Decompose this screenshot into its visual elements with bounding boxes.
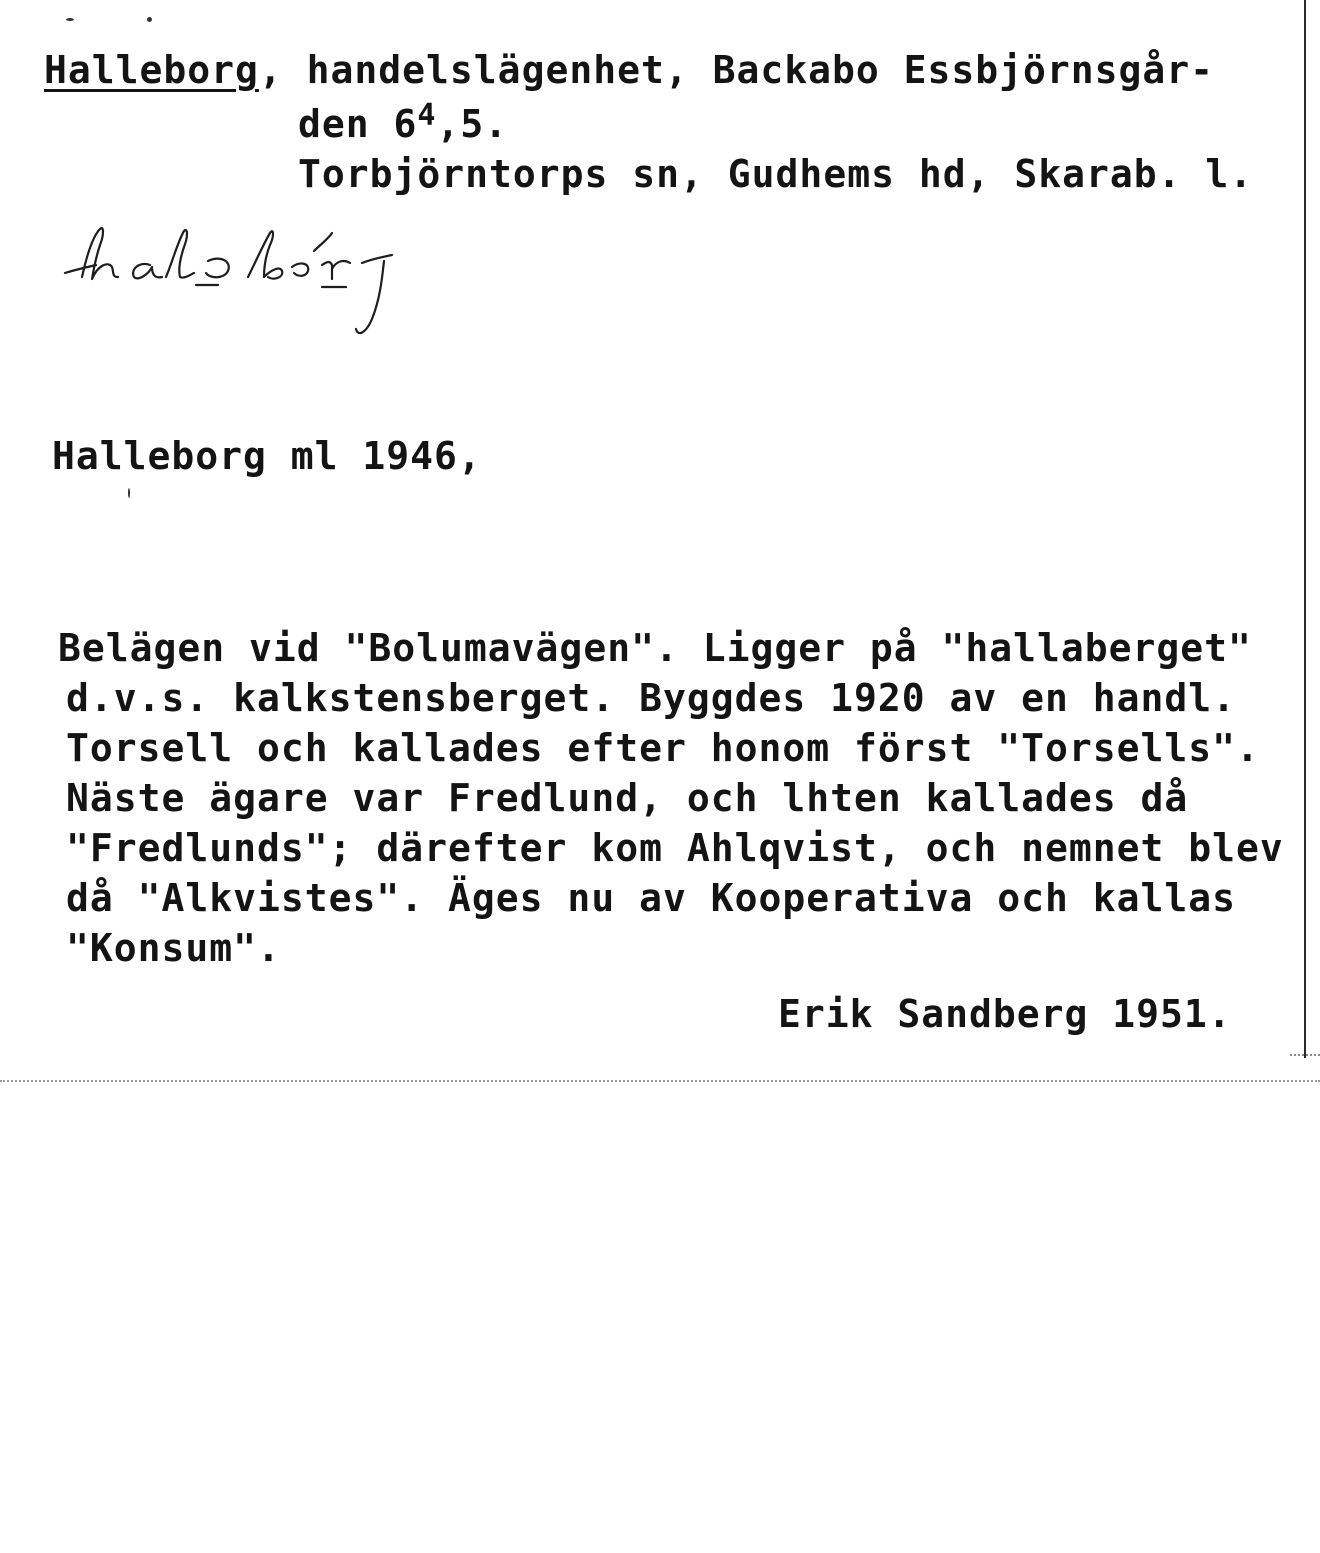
card-edge-bottom — [0, 1080, 1320, 1082]
header-line-1 — [44, 48, 1214, 92]
header-line-2-mid: ,5 — [436, 102, 485, 146]
header-line-3: Torbjörntorps sn, Gudhems hd, Skarab. l. — [298, 152, 1254, 196]
description-line: Näste ägare var Fredlund, och lhten kallades då — [66, 776, 1189, 820]
header-line-2 — [298, 98, 509, 150]
ink-speck — [147, 17, 152, 22]
signature-line: Erik Sandberg 1951. — [778, 992, 1232, 1036]
header-line-2-end: . — [484, 102, 509, 146]
description-line: Torsell och kallades efter honom först "Torsells". — [66, 726, 1260, 770]
description-line: Belägen vid "Bolumavägen". Ligger på "hallaberget" — [58, 626, 1252, 670]
headword: Halleborg — [44, 48, 259, 92]
header-line-2-superscript: 4 — [417, 98, 437, 133]
description-line: d.v.s. kalkstensberget. Byggdes 1920 av en handl. — [66, 676, 1237, 720]
header-line-1-rest: , handelslägenhet, Backabo Essbjörnsgår- — [258, 48, 1215, 92]
card-edge-right — [1304, 0, 1306, 1058]
ml-line: Halleborg ml 1946, — [52, 434, 482, 478]
description-line: då "Alkvistes". Äges nu av Kooperativa och kallas — [66, 876, 1237, 920]
ink-speck — [66, 18, 74, 21]
card-edge-corner — [1290, 1054, 1320, 1056]
handwritten-phonetic — [60, 215, 460, 350]
description-line: "Fredlunds"; därefter kom Ahlqvist, och nemnet blev — [66, 826, 1284, 870]
description-line: "Konsum". — [66, 926, 281, 970]
header-line-2-prefix: den 6 — [298, 102, 418, 146]
ink-speck — [128, 488, 130, 498]
